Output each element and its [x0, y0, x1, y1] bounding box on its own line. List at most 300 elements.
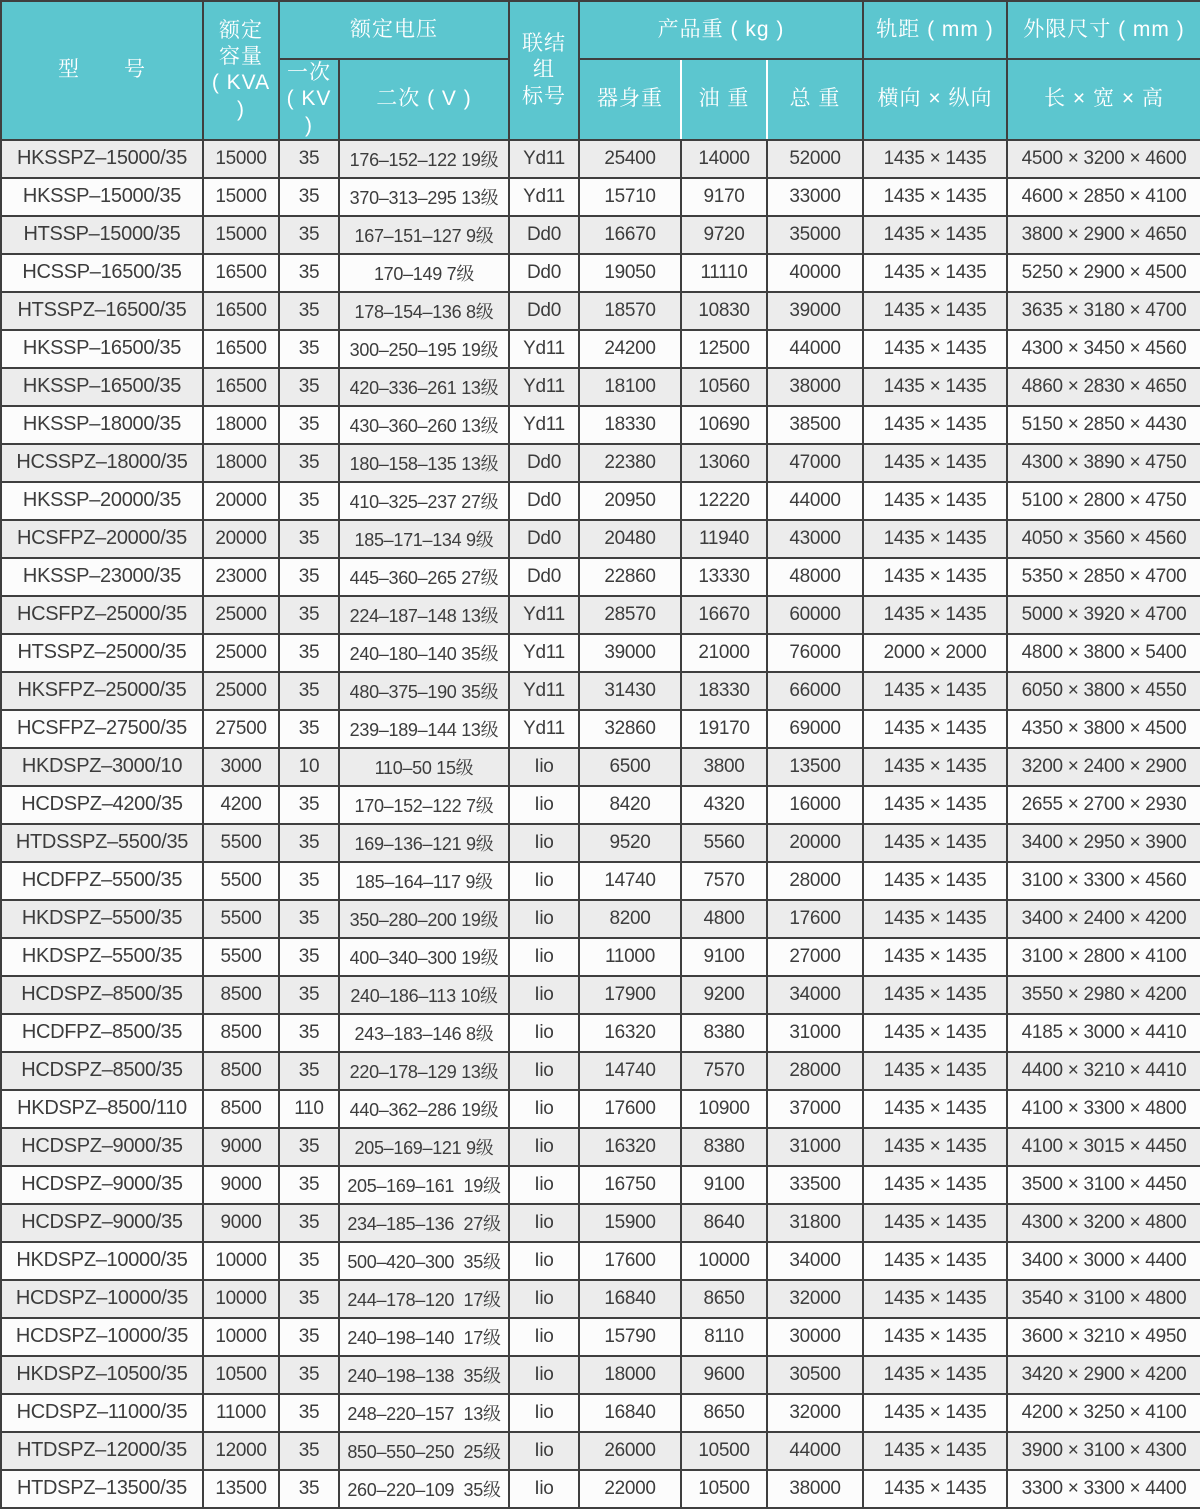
cell-total-weight: 31000	[767, 1014, 863, 1052]
cell-gauge: 1435 × 1435	[863, 748, 1007, 786]
cell-oil-weight: 4800	[681, 900, 767, 938]
cell-vector-group: Iio	[509, 748, 579, 786]
cell-gauge: 1435 × 1435	[863, 710, 1007, 748]
cell-model: HTSSPZ–16500/35	[1, 292, 203, 330]
cell-vector-group: Yd11	[509, 596, 579, 634]
cell-model: HTDSSPZ–5500/35	[1, 824, 203, 862]
cell-model: HKDSPZ–10000/35	[1, 1242, 203, 1280]
cell-oil-weight: 7570	[681, 1052, 767, 1090]
cell-vector-group: Iio	[509, 786, 579, 824]
cell-model: HTDSPZ–12000/35	[1, 1432, 203, 1470]
cell-gauge: 1435 × 1435	[863, 520, 1007, 558]
cell-total-weight: 44000	[767, 330, 863, 368]
table-row	[1, 406, 1200, 444]
table-row	[1, 1318, 1200, 1356]
cell-primary-voltage: 35	[279, 596, 339, 634]
cell-total-weight: 17600	[767, 900, 863, 938]
cell-model: HCDSPZ–11000/35	[1, 1394, 203, 1432]
cell-gauge: 1435 × 1435	[863, 938, 1007, 976]
cell-dimensions: 4050 × 3560 × 4560	[1007, 520, 1200, 558]
cell-oil-weight: 10500	[681, 1432, 767, 1470]
cell-gauge: 1435 × 1435	[863, 558, 1007, 596]
cell-oil-weight: 9100	[681, 938, 767, 976]
cell-body-weight: 15710	[579, 178, 681, 216]
cell-model: HCSFPZ–27500/35	[1, 710, 203, 748]
cell-model: HCDSPZ–10000/35	[1, 1318, 203, 1356]
cell-primary-voltage: 35	[279, 1356, 339, 1394]
cell-oil-weight: 14000	[681, 140, 767, 178]
table-row	[1, 824, 1200, 862]
cell-dimensions: 4100 × 3015 × 4450	[1007, 1128, 1200, 1166]
cell-secondary-voltage: 430–360–260 13级	[339, 406, 509, 444]
cell-body-weight: 18100	[579, 368, 681, 406]
cell-oil-weight: 4320	[681, 786, 767, 824]
cell-dimensions: 4800 × 3800 × 5400	[1007, 634, 1200, 672]
table-row	[1, 254, 1200, 292]
cell-model: HTSSP–15000/35	[1, 216, 203, 254]
header-vector-line1: 联结组	[522, 32, 566, 82]
cell-capacity: 10500	[203, 1356, 279, 1394]
cell-primary-voltage: 35	[279, 1318, 339, 1356]
cell-dimensions: 4300 × 3890 × 4750	[1007, 444, 1200, 482]
cell-total-weight: 27000	[767, 938, 863, 976]
cell-secondary-voltage: 248–220–157 13级	[339, 1394, 509, 1432]
cell-dimensions: 4600 × 2850 × 4100	[1007, 178, 1200, 216]
cell-body-weight: 31430	[579, 672, 681, 710]
cell-vector-group: Iio	[509, 1394, 579, 1432]
cell-model: HTSSPZ–25000/35	[1, 634, 203, 672]
cell-primary-voltage: 35	[279, 1280, 339, 1318]
cell-vector-group: Dd0	[509, 216, 579, 254]
cell-capacity: 9000	[203, 1204, 279, 1242]
header-secondary-voltage: 二次 ( V )	[339, 59, 509, 140]
cell-dimensions: 3635 × 3180 × 4700	[1007, 292, 1200, 330]
cell-dimensions: 3300 × 3300 × 4400	[1007, 1470, 1200, 1508]
cell-body-weight: 8420	[579, 786, 681, 824]
cell-capacity: 8500	[203, 976, 279, 1014]
cell-vector-group: Iio	[509, 976, 579, 1014]
cell-total-weight: 76000	[767, 634, 863, 672]
cell-vector-group: Yd11	[509, 710, 579, 748]
cell-body-weight: 15900	[579, 1204, 681, 1242]
cell-dimensions: 4185 × 3000 × 4410	[1007, 1014, 1200, 1052]
cell-primary-voltage: 35	[279, 1204, 339, 1242]
cell-total-weight: 44000	[767, 1432, 863, 1470]
cell-secondary-voltage: 185–164–117 9级	[339, 862, 509, 900]
cell-capacity: 5500	[203, 862, 279, 900]
table-row	[1, 1014, 1200, 1052]
cell-model: HCDFPZ–5500/35	[1, 862, 203, 900]
cell-oil-weight: 11110	[681, 254, 767, 292]
cell-secondary-voltage: 370–313–295 13级	[339, 178, 509, 216]
cell-secondary-voltage: 500–420–300 35级	[339, 1242, 509, 1280]
cell-primary-voltage: 35	[279, 1470, 339, 1508]
cell-body-weight: 17600	[579, 1090, 681, 1128]
cell-model: HKDSPZ–5500/35	[1, 900, 203, 938]
cell-total-weight: 16000	[767, 786, 863, 824]
cell-oil-weight: 8110	[681, 1318, 767, 1356]
cell-dimensions: 4200 × 3250 × 4100	[1007, 1394, 1200, 1432]
cell-vector-group: Yd11	[509, 368, 579, 406]
cell-secondary-voltage: 420–336–261 13级	[339, 368, 509, 406]
cell-capacity: 5500	[203, 938, 279, 976]
cell-model: HKSSP–16500/35	[1, 330, 203, 368]
cell-gauge: 1435 × 1435	[863, 1014, 1007, 1052]
table-row	[1, 748, 1200, 786]
cell-model: HCSSP–16500/35	[1, 254, 203, 292]
cell-gauge: 1435 × 1435	[863, 254, 1007, 292]
cell-primary-voltage: 35	[279, 900, 339, 938]
cell-primary-voltage: 35	[279, 976, 339, 1014]
cell-vector-group: Iio	[509, 1318, 579, 1356]
cell-secondary-voltage: 440–362–286 19级	[339, 1090, 509, 1128]
cell-capacity: 9000	[203, 1166, 279, 1204]
cell-body-weight: 32860	[579, 710, 681, 748]
cell-secondary-voltage: 243–183–146 8级	[339, 1014, 509, 1052]
cell-gauge: 1435 × 1435	[863, 862, 1007, 900]
cell-capacity: 9000	[203, 1128, 279, 1166]
cell-gauge: 1435 × 1435	[863, 330, 1007, 368]
cell-total-weight: 28000	[767, 1052, 863, 1090]
cell-body-weight: 20480	[579, 520, 681, 558]
cell-vector-group: Dd0	[509, 292, 579, 330]
cell-capacity: 4200	[203, 786, 279, 824]
cell-total-weight: 60000	[767, 596, 863, 634]
cell-secondary-voltage: 176–152–122 19级	[339, 140, 509, 178]
table-row	[1, 1166, 1200, 1204]
cell-gauge: 1435 × 1435	[863, 1166, 1007, 1204]
table-row	[1, 1052, 1200, 1090]
cell-primary-voltage: 35	[279, 558, 339, 596]
cell-model: HCDFPZ–8500/35	[1, 1014, 203, 1052]
cell-capacity: 25000	[203, 596, 279, 634]
cell-dimensions: 3900 × 3100 × 4300	[1007, 1432, 1200, 1470]
cell-gauge: 1435 × 1435	[863, 1394, 1007, 1432]
header-gauge-sub: 横向 × 纵向	[863, 59, 1007, 140]
cell-vector-group: Iio	[509, 1166, 579, 1204]
table-row	[1, 520, 1200, 558]
cell-gauge: 1435 × 1435	[863, 368, 1007, 406]
header-primary-voltage	[279, 59, 339, 140]
cell-secondary-voltage: 224–187–148 13级	[339, 596, 509, 634]
header-capacity-line3: ( KVA )	[211, 71, 271, 121]
cell-primary-voltage: 35	[279, 406, 339, 444]
cell-total-weight: 32000	[767, 1394, 863, 1432]
header-weight-group: 产品重 ( kg )	[579, 1, 863, 59]
cell-primary-voltage: 35	[279, 482, 339, 520]
cell-body-weight: 20950	[579, 482, 681, 520]
cell-body-weight: 18330	[579, 406, 681, 444]
cell-body-weight: 24200	[579, 330, 681, 368]
cell-model: HKSFPZ–25000/35	[1, 672, 203, 710]
cell-dimensions: 4350 × 3800 × 4500	[1007, 710, 1200, 748]
cell-oil-weight: 7570	[681, 862, 767, 900]
cell-body-weight: 16320	[579, 1128, 681, 1166]
cell-dimensions: 2655 × 2700 × 2930	[1007, 786, 1200, 824]
cell-oil-weight: 16670	[681, 596, 767, 634]
cell-dimensions: 3400 × 3000 × 4400	[1007, 1242, 1200, 1280]
table-row	[1, 444, 1200, 482]
cell-primary-voltage: 35	[279, 1052, 339, 1090]
cell-secondary-voltage: 170–149 7级	[339, 254, 509, 292]
cell-primary-voltage: 35	[279, 1432, 339, 1470]
cell-secondary-voltage: 167–151–127 9级	[339, 216, 509, 254]
cell-model: HKSSP–18000/35	[1, 406, 203, 444]
cell-dimensions: 4400 × 3210 × 4410	[1007, 1052, 1200, 1090]
cell-model: HCSSPZ–18000/35	[1, 444, 203, 482]
cell-gauge: 1435 × 1435	[863, 1470, 1007, 1508]
cell-dimensions: 3500 × 3100 × 4450	[1007, 1166, 1200, 1204]
cell-total-weight: 43000	[767, 520, 863, 558]
cell-body-weight: 28570	[579, 596, 681, 634]
cell-vector-group: Iio	[509, 862, 579, 900]
cell-capacity: 18000	[203, 406, 279, 444]
cell-primary-voltage: 35	[279, 444, 339, 482]
cell-vector-group: Yd11	[509, 634, 579, 672]
cell-total-weight: 31800	[767, 1204, 863, 1242]
cell-total-weight: 31000	[767, 1128, 863, 1166]
cell-capacity: 20000	[203, 482, 279, 520]
cell-total-weight: 52000	[767, 140, 863, 178]
cell-oil-weight: 9200	[681, 976, 767, 1014]
cell-total-weight: 34000	[767, 976, 863, 1014]
cell-total-weight: 30000	[767, 1318, 863, 1356]
cell-body-weight: 22380	[579, 444, 681, 482]
cell-secondary-voltage: 850–550–250 25级	[339, 1432, 509, 1470]
cell-dimensions: 3800 × 2900 × 4650	[1007, 216, 1200, 254]
cell-oil-weight: 10500	[681, 1470, 767, 1508]
cell-gauge: 1435 × 1435	[863, 1356, 1007, 1394]
cell-vector-group: Iio	[509, 1356, 579, 1394]
cell-secondary-voltage: 205–169–121 9级	[339, 1128, 509, 1166]
cell-vector-group: Iio	[509, 1242, 579, 1280]
cell-gauge: 1435 × 1435	[863, 1280, 1007, 1318]
cell-capacity: 5500	[203, 900, 279, 938]
header-vector-group	[509, 1, 579, 140]
cell-gauge: 1435 × 1435	[863, 1052, 1007, 1090]
cell-gauge: 1435 × 1435	[863, 1432, 1007, 1470]
cell-total-weight: 69000	[767, 710, 863, 748]
cell-body-weight: 14740	[579, 1052, 681, 1090]
cell-model: HKDSPZ–3000/10	[1, 748, 203, 786]
cell-primary-voltage: 35	[279, 368, 339, 406]
table-row	[1, 1090, 1200, 1128]
table-row	[1, 1204, 1200, 1242]
cell-secondary-voltage: 178–154–136 8级	[339, 292, 509, 330]
table-row	[1, 596, 1200, 634]
table-header	[1, 1, 1200, 140]
cell-secondary-voltage: 240–186–113 10级	[339, 976, 509, 1014]
cell-capacity: 8500	[203, 1014, 279, 1052]
cell-body-weight: 25400	[579, 140, 681, 178]
cell-model: HCDSPZ–8500/35	[1, 1052, 203, 1090]
cell-body-weight: 19050	[579, 254, 681, 292]
cell-vector-group: Yd11	[509, 178, 579, 216]
cell-dimensions: 3100 × 3300 × 4560	[1007, 862, 1200, 900]
cell-oil-weight: 8650	[681, 1394, 767, 1432]
cell-gauge: 1435 × 1435	[863, 824, 1007, 862]
cell-dimensions: 5350 × 2850 × 4700	[1007, 558, 1200, 596]
cell-gauge: 1435 × 1435	[863, 596, 1007, 634]
table-row	[1, 1394, 1200, 1432]
cell-primary-voltage: 35	[279, 672, 339, 710]
cell-oil-weight: 19170	[681, 710, 767, 748]
cell-dimensions: 5100 × 2800 × 4750	[1007, 482, 1200, 520]
cell-primary-voltage: 35	[279, 786, 339, 824]
cell-body-weight: 16670	[579, 216, 681, 254]
table-body	[1, 140, 1200, 1508]
cell-primary-voltage: 35	[279, 254, 339, 292]
cell-primary-voltage: 35	[279, 178, 339, 216]
header-dims-group: 外限尺寸 ( mm )	[1007, 1, 1200, 59]
cell-capacity: 10000	[203, 1280, 279, 1318]
cell-gauge: 1435 × 1435	[863, 482, 1007, 520]
cell-secondary-voltage: 350–280–200 19级	[339, 900, 509, 938]
cell-model: HKDSPZ–10500/35	[1, 1356, 203, 1394]
cell-body-weight: 17900	[579, 976, 681, 1014]
header-vector-line2: 标号	[522, 84, 566, 108]
header-dims-sub: 长 × 宽 × 高	[1007, 59, 1200, 140]
cell-secondary-voltage: 205–169–161 19级	[339, 1166, 509, 1204]
cell-secondary-voltage: 239–189–144 13级	[339, 710, 509, 748]
cell-capacity: 12000	[203, 1432, 279, 1470]
cell-dimensions: 3600 × 3210 × 4950	[1007, 1318, 1200, 1356]
cell-vector-group: Iio	[509, 1470, 579, 1508]
cell-dimensions: 3400 × 2950 × 3900	[1007, 824, 1200, 862]
table-row	[1, 368, 1200, 406]
cell-capacity: 16500	[203, 330, 279, 368]
cell-model: HTDSPZ–13500/35	[1, 1470, 203, 1508]
cell-capacity: 5500	[203, 824, 279, 862]
cell-body-weight: 9520	[579, 824, 681, 862]
cell-oil-weight: 13330	[681, 558, 767, 596]
cell-vector-group: Iio	[509, 824, 579, 862]
cell-body-weight: 8200	[579, 900, 681, 938]
header-capacity	[203, 1, 279, 140]
cell-model: HCDSPZ–10000/35	[1, 1280, 203, 1318]
cell-dimensions: 4100 × 3300 × 4800	[1007, 1090, 1200, 1128]
header-capacity-line2: 容量	[219, 45, 263, 69]
cell-primary-voltage: 35	[279, 824, 339, 862]
cell-vector-group: Iio	[509, 1280, 579, 1318]
cell-total-weight: 30500	[767, 1356, 863, 1394]
cell-dimensions: 3200 × 2400 × 2900	[1007, 748, 1200, 786]
table-row	[1, 1356, 1200, 1394]
cell-vector-group: Iio	[509, 1014, 579, 1052]
cell-primary-voltage: 10	[279, 748, 339, 786]
cell-model: HCSFPZ–25000/35	[1, 596, 203, 634]
cell-vector-group: Iio	[509, 1052, 579, 1090]
cell-oil-weight: 9600	[681, 1356, 767, 1394]
cell-primary-voltage: 35	[279, 938, 339, 976]
cell-body-weight: 18000	[579, 1356, 681, 1394]
cell-capacity: 15000	[203, 216, 279, 254]
cell-total-weight: 13500	[767, 748, 863, 786]
cell-secondary-voltage: 180–158–135 13级	[339, 444, 509, 482]
cell-dimensions: 6050 × 3800 × 4550	[1007, 672, 1200, 710]
cell-primary-voltage: 35	[279, 330, 339, 368]
cell-secondary-voltage: 244–178–120 17级	[339, 1280, 509, 1318]
cell-vector-group: Yd11	[509, 406, 579, 444]
cell-primary-voltage: 35	[279, 710, 339, 748]
cell-primary-voltage: 35	[279, 862, 339, 900]
cell-model: HKDSPZ–5500/35	[1, 938, 203, 976]
cell-oil-weight: 18330	[681, 672, 767, 710]
cell-total-weight: 37000	[767, 1090, 863, 1128]
cell-secondary-voltage: 110–50 15级	[339, 748, 509, 786]
cell-secondary-voltage: 170–152–122 7级	[339, 786, 509, 824]
cell-dimensions: 3550 × 2980 × 4200	[1007, 976, 1200, 1014]
cell-total-weight: 20000	[767, 824, 863, 862]
cell-oil-weight: 5560	[681, 824, 767, 862]
cell-model: HKSSP–16500/35	[1, 368, 203, 406]
header-primary-line1: 一次	[287, 61, 331, 84]
cell-total-weight: 40000	[767, 254, 863, 292]
cell-dimensions: 3400 × 2400 × 4200	[1007, 900, 1200, 938]
cell-vector-group: Dd0	[509, 444, 579, 482]
cell-capacity: 15000	[203, 178, 279, 216]
cell-secondary-voltage: 300–250–195 19级	[339, 330, 509, 368]
cell-vector-group: Dd0	[509, 254, 579, 292]
cell-capacity: 15000	[203, 140, 279, 178]
cell-body-weight: 11000	[579, 938, 681, 976]
cell-gauge: 1435 × 1435	[863, 1128, 1007, 1166]
cell-total-weight: 33500	[767, 1166, 863, 1204]
cell-gauge: 1435 × 1435	[863, 216, 1007, 254]
cell-total-weight: 39000	[767, 292, 863, 330]
table-row	[1, 1470, 1200, 1508]
cell-secondary-voltage: 185–171–134 9级	[339, 520, 509, 558]
cell-vector-group: Dd0	[509, 520, 579, 558]
cell-capacity: 16500	[203, 292, 279, 330]
cell-total-weight: 38000	[767, 1470, 863, 1508]
table-row	[1, 900, 1200, 938]
cell-body-weight: 22000	[579, 1470, 681, 1508]
cell-gauge: 1435 × 1435	[863, 1318, 1007, 1356]
cell-primary-voltage: 35	[279, 1014, 339, 1052]
cell-primary-voltage: 35	[279, 634, 339, 672]
cell-gauge: 1435 × 1435	[863, 444, 1007, 482]
cell-capacity: 8500	[203, 1090, 279, 1128]
cell-dimensions: 5250 × 2900 × 4500	[1007, 254, 1200, 292]
cell-total-weight: 44000	[767, 482, 863, 520]
table-row	[1, 1242, 1200, 1280]
table-row	[1, 634, 1200, 672]
cell-model: HCDSPZ–4200/35	[1, 786, 203, 824]
cell-model: HCDSPZ–9000/35	[1, 1166, 203, 1204]
cell-secondary-voltage: 400–340–300 19级	[339, 938, 509, 976]
table-row	[1, 862, 1200, 900]
cell-total-weight: 47000	[767, 444, 863, 482]
table-row	[1, 1432, 1200, 1470]
cell-oil-weight: 8380	[681, 1128, 767, 1166]
cell-oil-weight: 8380	[681, 1014, 767, 1052]
table-row	[1, 938, 1200, 976]
cell-body-weight: 26000	[579, 1432, 681, 1470]
cell-primary-voltage: 35	[279, 520, 339, 558]
cell-oil-weight: 10690	[681, 406, 767, 444]
cell-vector-group: Yd11	[509, 672, 579, 710]
cell-total-weight: 38500	[767, 406, 863, 444]
cell-vector-group: Yd11	[509, 330, 579, 368]
cell-capacity: 16500	[203, 254, 279, 292]
cell-secondary-voltage: 410–325–237 27级	[339, 482, 509, 520]
cell-oil-weight: 8650	[681, 1280, 767, 1318]
table-row	[1, 558, 1200, 596]
cell-secondary-voltage: 480–375–190 35级	[339, 672, 509, 710]
cell-total-weight: 32000	[767, 1280, 863, 1318]
cell-oil-weight: 12500	[681, 330, 767, 368]
